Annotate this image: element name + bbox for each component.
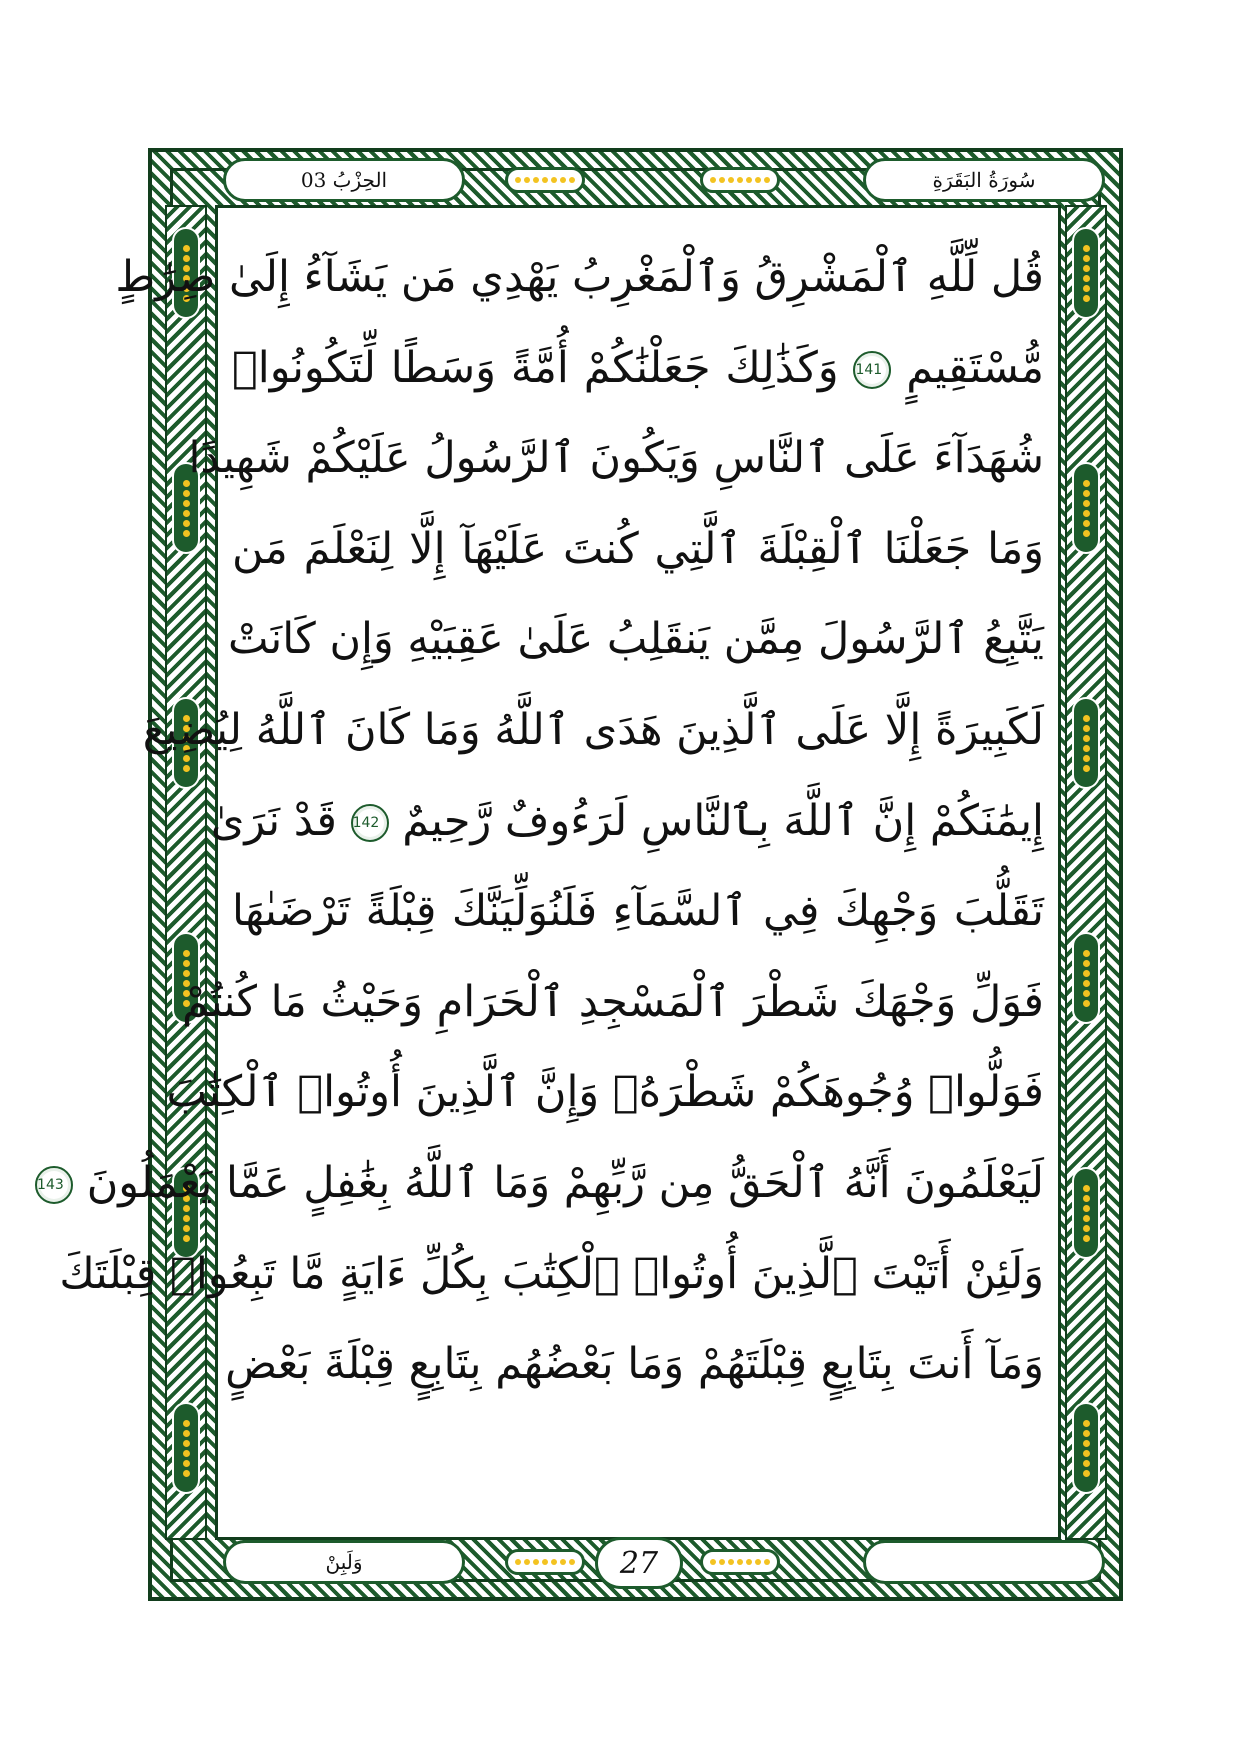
text-line-6: لَكَبِيرَةً إِلَّا عَلَى ٱلَّذِينَ هَدَى ٱللَّهُ وَمَا كَانَ ٱللَّهُ لِيُضِيعَ <box>142 704 1044 755</box>
text-line-13: وَمَآ أَنتَ بِتَابِعٍ قِبْلَتَهُمْ وَمَا بَعْضُهُم بِتَابِعٍ قِبْلَةَ بَعْضٍ <box>225 1339 1044 1390</box>
ornament-medallion <box>1072 932 1100 1024</box>
ornament-medallion <box>1072 697 1100 789</box>
hizb-label: الحِزْبُ 03 <box>300 168 388 192</box>
verse-marker-142: 142 <box>351 804 389 842</box>
ornament-medallion <box>1072 462 1100 554</box>
page-number: 27 <box>595 1537 683 1589</box>
footer-blank-banner <box>863 1540 1105 1584</box>
left-ornament-column <box>165 205 207 1540</box>
text-line-2: مُّسْتَقِيمٍ 141 وَكَذَٰلِكَ جَعَلْنَٰكُمْ أُمَّةً وَسَطًا لِّتَكُونُوا۟ <box>232 342 1044 393</box>
verse-lines <box>37 232 1044 1410</box>
header-ornament-pill <box>505 167 585 193</box>
surah-name: سُورَةُ البَقَرَةِ <box>932 168 1036 192</box>
text-line-8: تَقَلُّبَ وَجْهِكَ فِي ٱلسَّمَآءِ فَلَنُوَلِّيَنَّكَ قِبْلَةً تَرْضَىٰهَا <box>232 886 1044 937</box>
catchword-banner <box>223 1540 465 1584</box>
text-line-4: وَمَا جَعَلْنَا ٱلْقِبْلَةَ ٱلَّتِي كُنتَ عَلَيْهَآ إِلَّا لِنَعْلَمَ مَن <box>232 523 1044 574</box>
ornament-medallion <box>1072 227 1100 319</box>
footer-ornament-pill <box>505 1549 585 1575</box>
text-line-9: فَوَلِّ وَجْهَكَ شَطْرَ ٱلْمَسْجِدِ ٱلْحَرَامِ وَحَيْثُ مَا كُنتُمْ <box>181 976 1044 1027</box>
verse-marker-141: 141 <box>853 351 891 389</box>
text-line-7: إِيمَٰنَكُمْ إِنَّ ٱللَّهَ بِٱلنَّاسِ لَرَءُوفٌ رَّحِيمٌ 142 قَدْ نَرَىٰ <box>210 795 1044 846</box>
text-line-3: شُهَدَآءَ عَلَى ٱلنَّاسِ وَيَكُونَ ٱلرَّسُولُ عَلَيْكُمْ شَهِيدًا <box>188 433 1044 484</box>
text-line-12: وَلَئِنْ أَتَيْتَ ٱلَّذِينَ أُوتُوا۟ ٱلْكِتَٰبَ بِكُلِّ ءَايَةٍ مَّا تَبِعُوا۟ قِبْلَتَكَ <box>59 1248 1044 1299</box>
catchword: وَلَبِنْ <box>325 1550 363 1574</box>
text-line-11: لَيَعْلَمُونَ أَنَّهُ ٱلْحَقُّ مِن رَّبِّهِمْ وَمَا ٱللَّهُ بِغَٰفِلٍ عَمَّا يَعْمَلُونَ 143 <box>37 1157 1044 1208</box>
text-line-1: قُل لِّلَّهِ ٱلْمَشْرِقُ وَٱلْمَغْرِبُ يَهْدِي مَن يَشَآءُ إِلَىٰ صِرَٰطٍ <box>115 252 1044 302</box>
verse-marker-143: 143 <box>35 1166 73 1204</box>
ornament-medallion <box>1072 1167 1100 1259</box>
surah-name-banner <box>863 158 1105 202</box>
text-line-5: يَتَّبِعُ ٱلرَّسُولَ مِمَّن يَنقَلِبُ عَلَىٰ عَقِبَيْهِ وَإِن كَانَتْ <box>228 614 1044 665</box>
text-line-10: فَوَلُّوا۟ وُجُوهَكُمْ شَطْرَهُۥ وَإِنَّ ٱلَّذِينَ أُوتُوا۟ ٱلْكِتَٰبَ <box>166 1067 1044 1118</box>
footer-ornament-pill <box>700 1549 780 1575</box>
hizb-banner <box>223 158 465 202</box>
header-ornament-pill <box>700 167 780 193</box>
ornament-medallion <box>1072 1402 1100 1494</box>
ornament-medallion <box>172 1402 200 1494</box>
right-ornament-column <box>1065 205 1107 1540</box>
